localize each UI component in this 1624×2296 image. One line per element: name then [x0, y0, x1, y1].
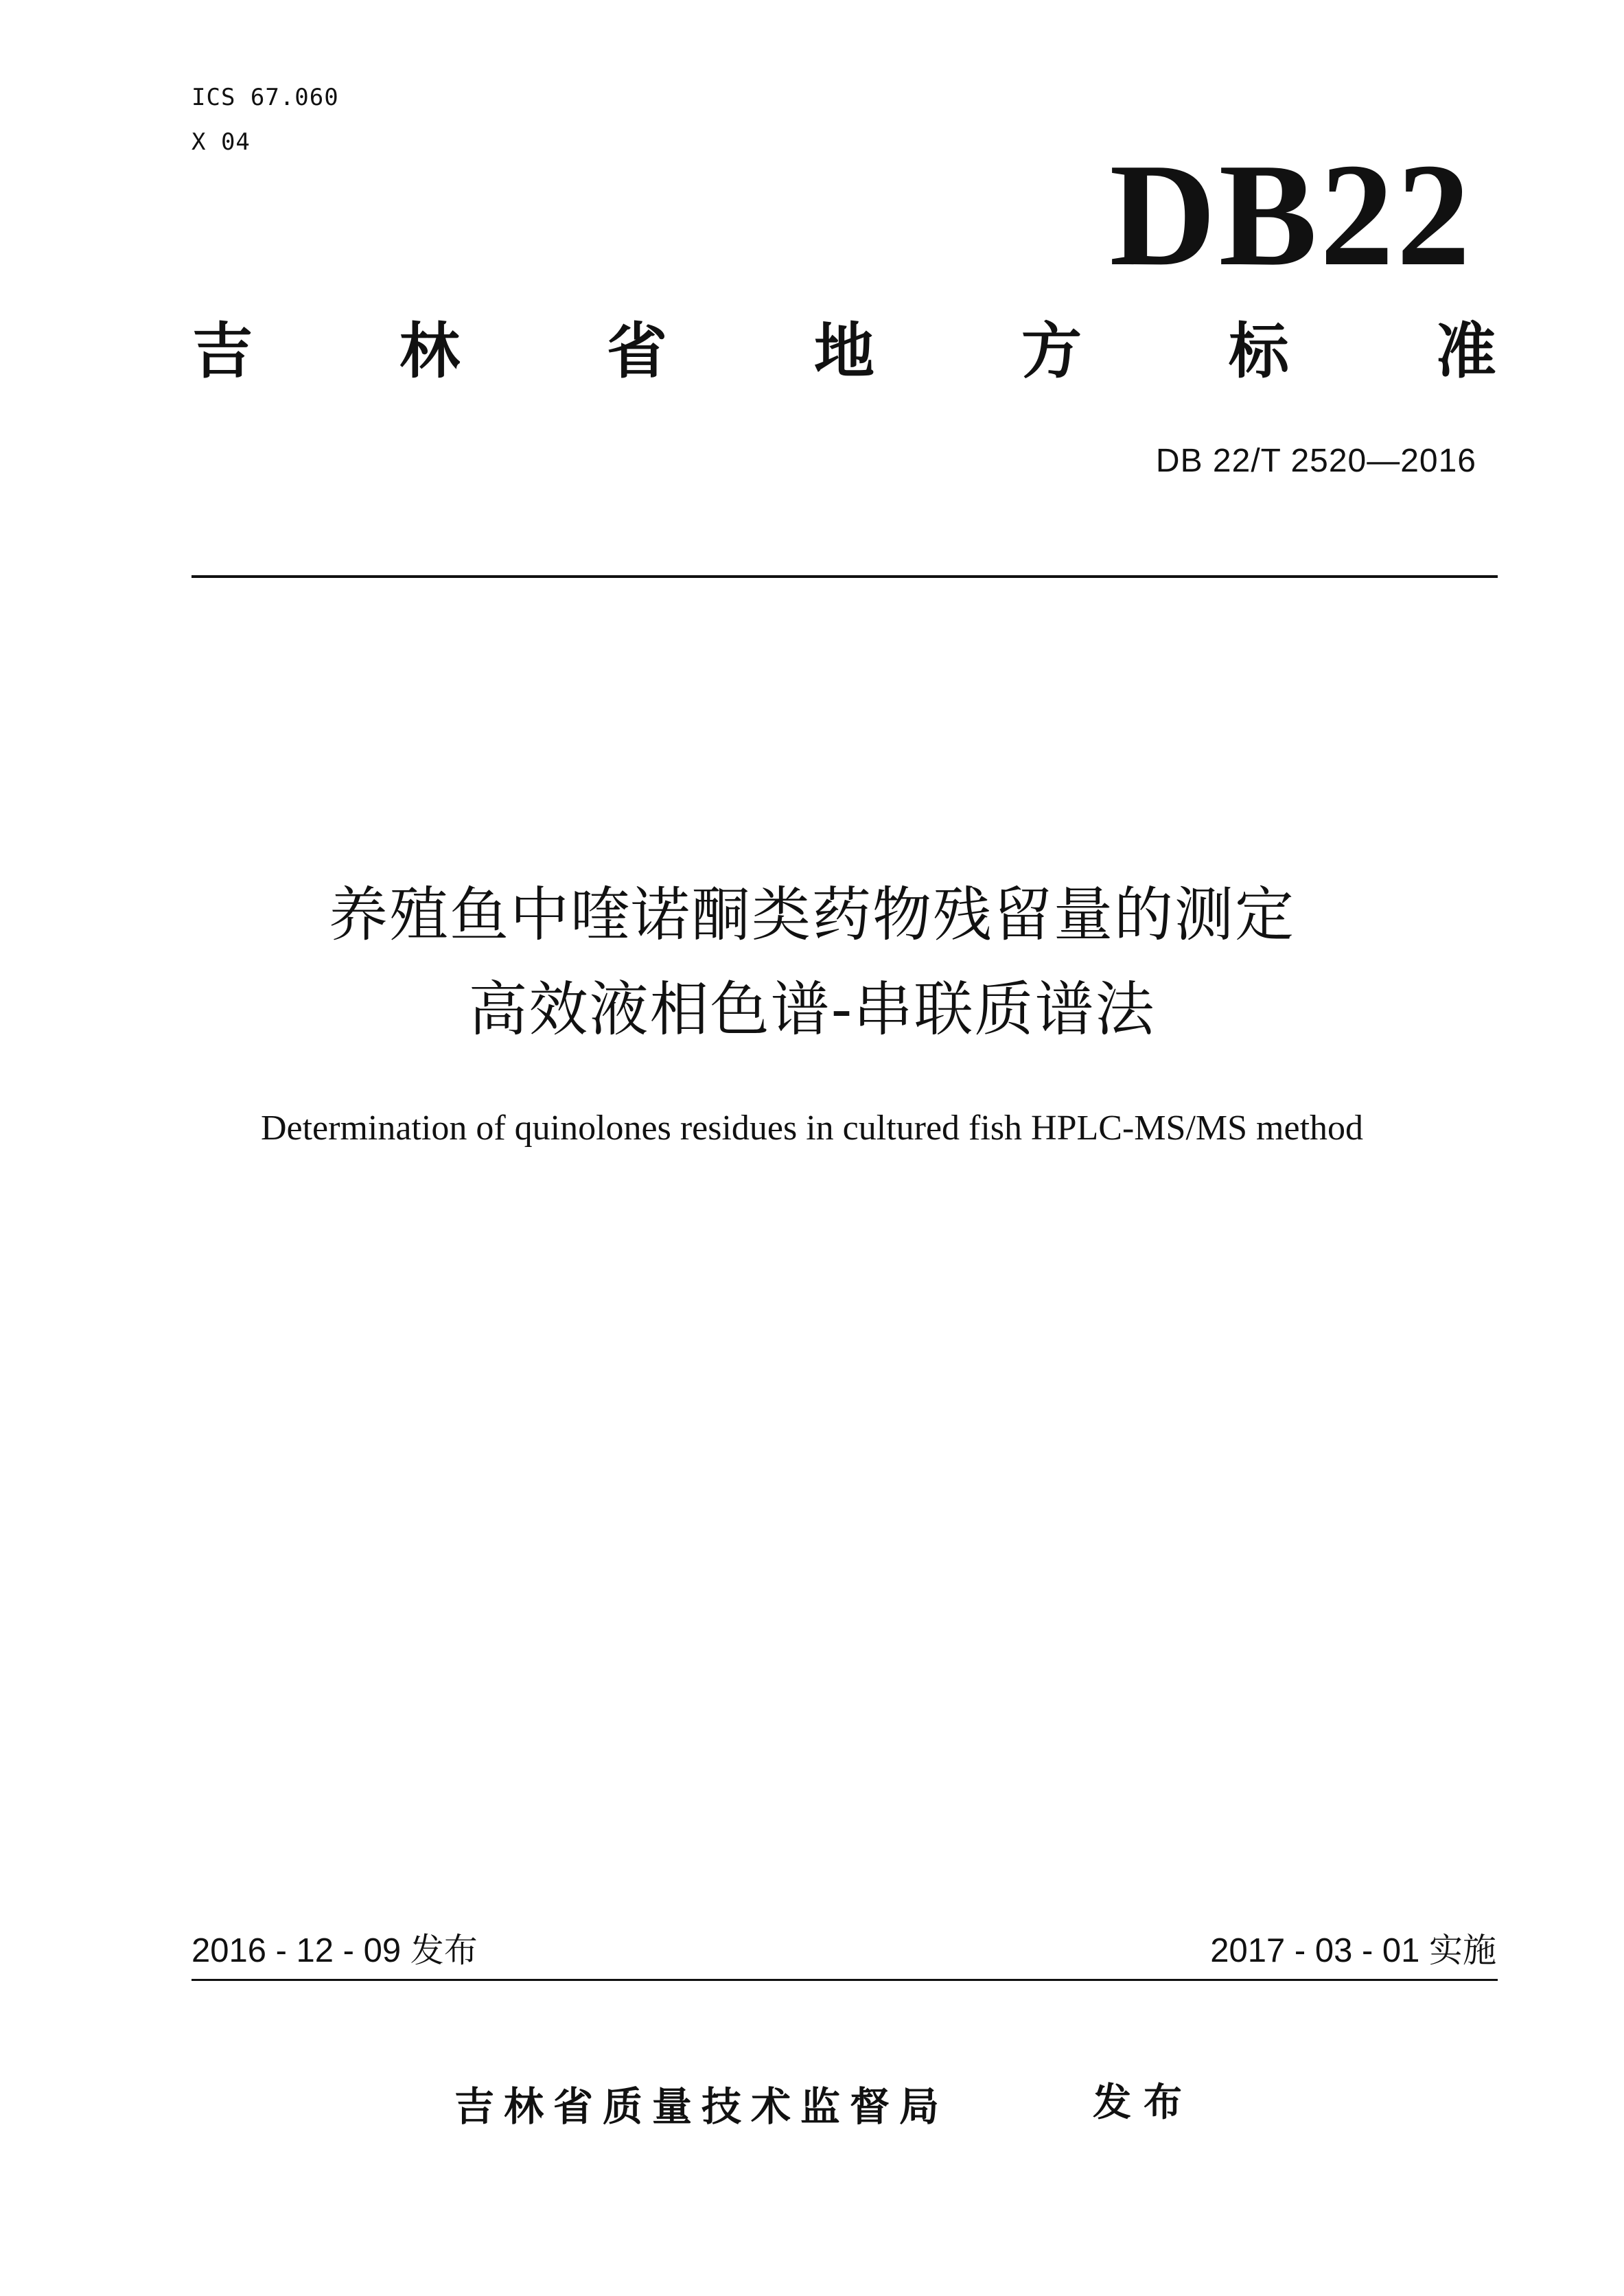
standard-kind-char: 吉 — [192, 316, 253, 386]
issue-action: 发布 — [1093, 2080, 1194, 2125]
issuing-authority: 吉林省质量技术监督局 — [454, 2083, 949, 2130]
standard-kind-char: 标 — [1228, 316, 1289, 386]
standard-kind-char: 准 — [1435, 316, 1496, 386]
standard-prefix: DB22 — [1109, 132, 1473, 297]
title-english: Determination of quinolones residues in cultured fish HPLC-MS/MS method — [260, 1109, 1364, 1148]
standard-kind — [192, 316, 1496, 386]
standard-number: DB 22/T 2520—2016 — [1155, 443, 1476, 479]
publish-date: 2016 - 12 - 09 发布 — [192, 1932, 478, 1969]
standard-kind-char: 方 — [1021, 316, 1082, 386]
standard-kind-char: 地 — [813, 316, 874, 386]
title-chinese-line-1: 养殖鱼中喹诺酮类药物残留量的测定 — [329, 881, 1295, 949]
implement-date: 2017 - 03 - 01 实施 — [1210, 1932, 1496, 1969]
standard-kind-char: 省 — [606, 316, 667, 386]
bottom-divider — [192, 1979, 1498, 1981]
ics-code: ICS 67.060 — [192, 84, 339, 111]
title-chinese-line-2: 高效液相色谱-串联质谱法 — [468, 975, 1156, 1044]
top-divider — [192, 575, 1498, 578]
standard-kind-char: 林 — [399, 316, 460, 386]
classification-code: X 04 — [192, 128, 251, 156]
